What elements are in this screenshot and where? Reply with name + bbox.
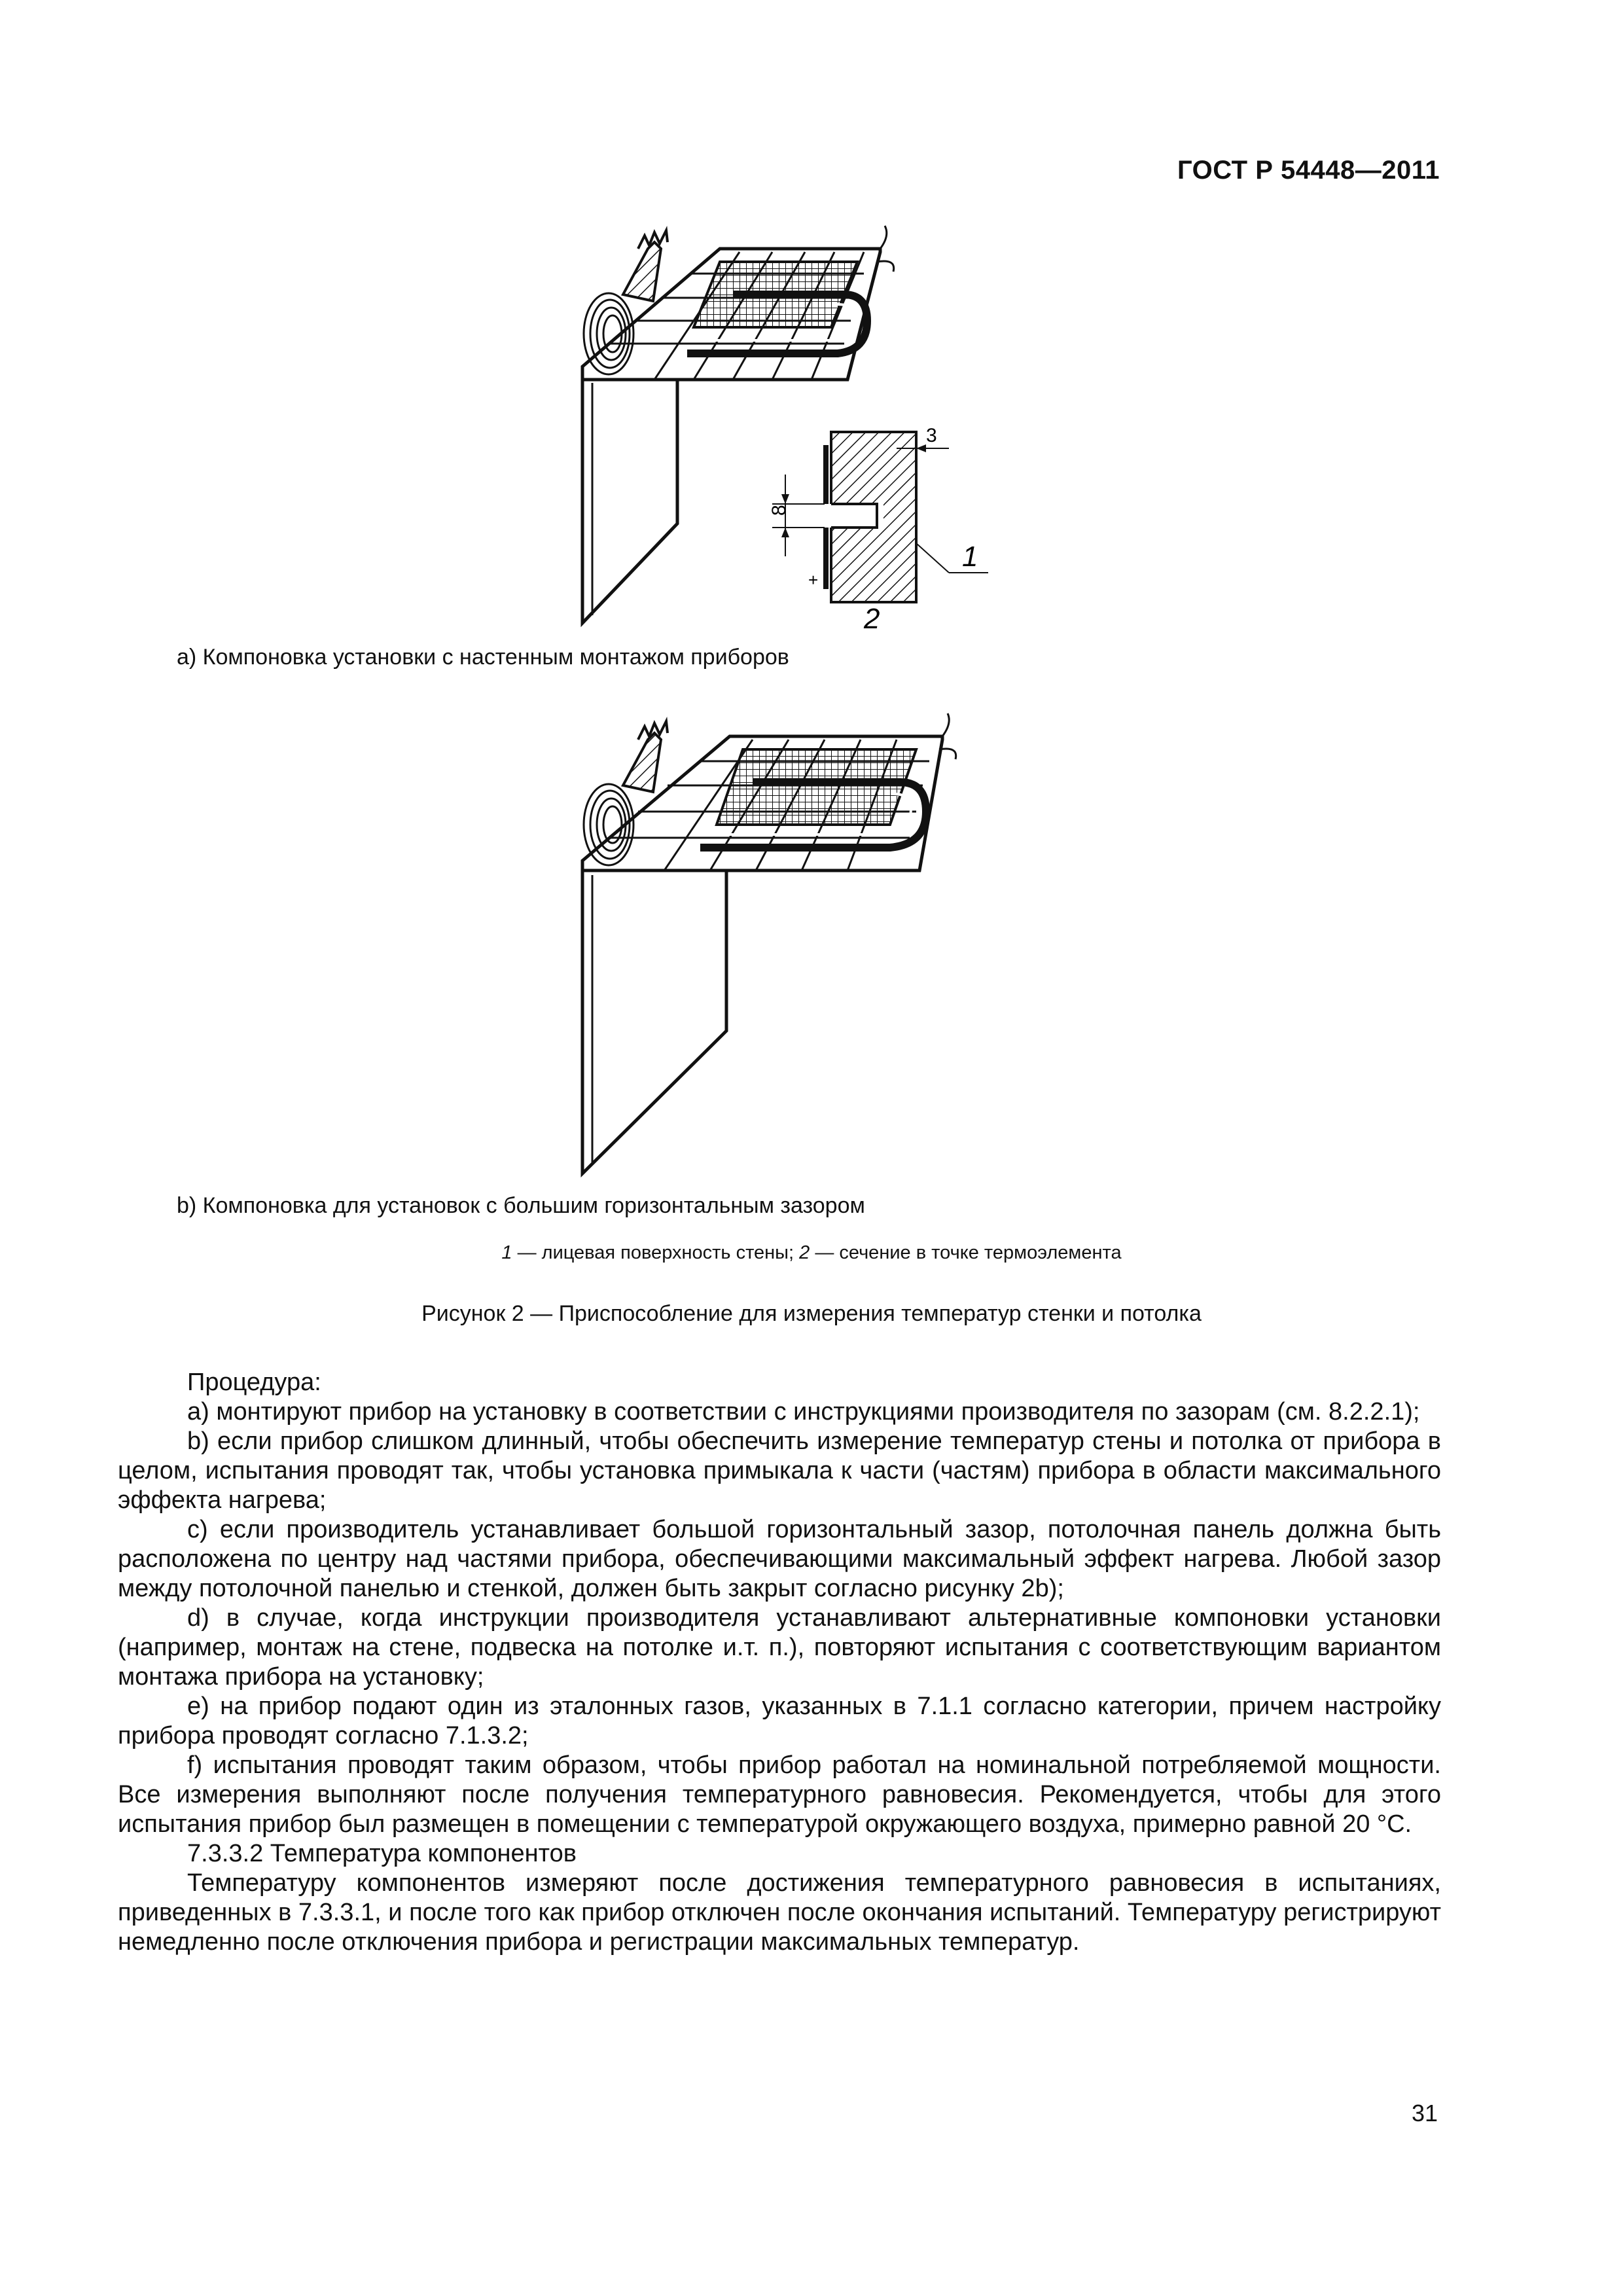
figure-caption-b: b) Компоновка для установок с большим горизонтальным зазором <box>177 1193 865 1218</box>
section-heading-7-3-3-2: 7.3.3.2 Температура компонентов <box>187 1840 577 1867</box>
callout-1: 1 <box>962 541 978 573</box>
page-number: 31 <box>1411 2100 1438 2126</box>
dimension-thickness-label: 3 <box>926 425 937 446</box>
plus-sign: + <box>808 570 819 590</box>
paragraph-f: f) испытания проводят таким образом, чтобы прибор работал на номинальной потребляемой мощности. Все измерения выполняют после получения температурного равновесия. Рекомендуется, чтобы для этого испытания прибор был размещен в помещении с температурой окружающего воздуха, примерно равной 20 °С. <box>118 1751 1441 1838</box>
figure-legend <box>0 1242 1623 1264</box>
figure-title: Рисунок 2 — Приспособление для измерения температур стенки и потолка <box>421 1301 1202 1326</box>
document-header: ГОСТ Р 54448—2011 <box>1177 156 1440 185</box>
legend-2-number: 2 <box>799 1242 810 1263</box>
paragraph-b: b) если прибор слишком длинный, чтобы обеспечить измерение температур стены и потолка от прибора в целом, испытания проводят так, чтобы установка примыкала к части (частям) прибора в области максимального эффекта нагрева; <box>118 1427 1441 1514</box>
wall-and-ceiling-wide-gap <box>582 713 956 1174</box>
legend-2-text: — сечение в точке термоэлемента <box>810 1242 1122 1263</box>
thermoelement-detail <box>768 425 988 635</box>
paragraph-procedure: Процедура: <box>187 1369 321 1396</box>
figure-caption-a: a) Компоновка установки с настенным монтажом приборов <box>177 645 789 670</box>
paragraph-c: c) если производитель устанавливает большой горизонтальный зазор, потолочная панель должна быть расположена по центру над частями прибора, обеспечивающими максимальный эффект нагрева. Любой зазор между потолочной панелью и стенкой, должен быть закрыт согласно рисунку 2b); <box>118 1516 1441 1602</box>
body-text <box>118 1368 1441 1957</box>
paragraph-e: e) на прибор подают один из эталонных газов, указанных в 7.1.1 согласно категории, причем настройку прибора проводят согласно 7.1.3.2; <box>118 1693 1441 1749</box>
paragraph-d: d) в случае, когда инструкции производителя устанавливают альтернативные компоновки установки (например, монтаж на стене, подвеска на потолке и.т. п.), повторяют испытания с соответствующим вариантом монтажа прибора на установку; <box>118 1604 1441 1691</box>
figure-2a-illustration <box>569 223 1001 641</box>
callout-2: 2 <box>864 603 880 635</box>
figure-2b-illustration <box>569 704 962 1181</box>
dimension-gap-label: 8 <box>768 505 790 516</box>
paragraph-a: a) монтируют прибор на установку в соответствии с инструкциями производителя по зазорам (см. 8.2.2.1); <box>187 1398 1420 1426</box>
legend-1-number: 1 <box>501 1242 512 1263</box>
legend-1-text: — лицевая поверхность стены; <box>512 1242 800 1263</box>
paragraph-components: Температуру компонентов измеряют после достижения температурного равновесия в испытаниях, приведенных в 7.3.3.1, и после того как прибор отключен после окончания испытаний. Температуру регистрируют немедленно после отключения прибора и регистрации максимальных температур. <box>118 1869 1441 1956</box>
